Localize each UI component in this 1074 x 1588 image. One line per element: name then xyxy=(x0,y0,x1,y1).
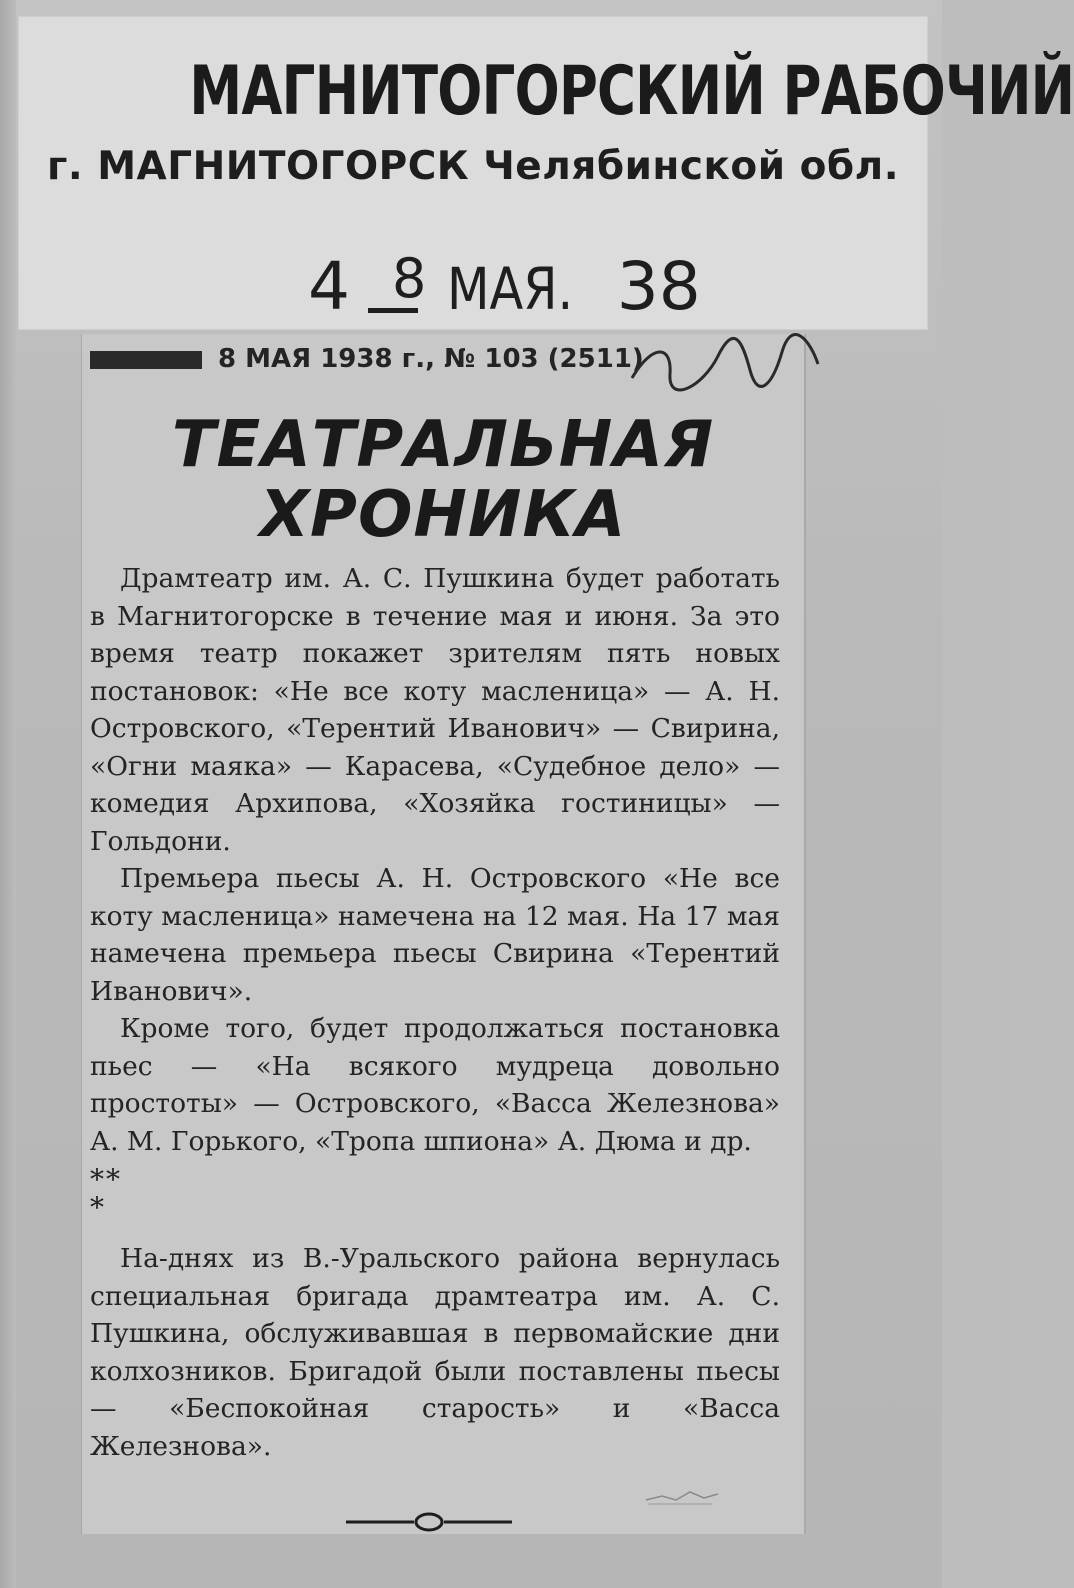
article-headline: ТЕАТРАЛЬНАЯ ХРОНИКА xyxy=(171,408,715,552)
scan-edge-shadow xyxy=(0,0,16,1588)
handwritten-scribble xyxy=(622,334,822,394)
closing-ornament xyxy=(344,1510,514,1532)
stamp-date-range-day: 8 xyxy=(391,247,427,310)
stamp-date-year: 38 xyxy=(616,248,701,325)
stamp-date xyxy=(308,247,728,326)
issue-bar xyxy=(90,351,202,369)
article-paragraph: Драмтеатр им. А. С. Пушкина будет работать в Магнитогорске в течение мая и июня. За это время театр покажет зрителям пять новых постановок: «Не все коту масленица» — А. Н. Островского, «Терентий Иванович» — Свирина, «Огни маяка» — Карасева, «Судебное дело» — комедия Архипова, «Хозяйка гостиницы» — Гольдони. xyxy=(90,563,780,857)
stamp-date-day: 4 xyxy=(308,248,350,325)
newspaper-masthead-stamp xyxy=(18,16,1074,330)
newspaper-title: МАГНИТОГОРСКИЙ РАБОЧИЙ xyxy=(189,52,1074,131)
bleed-through-text xyxy=(188,16,728,46)
article-paragraph: Кроме того, будет продолжаться постановка пьес — «На всякого мудреца довольно простоты» — Островского, «Васса Железнова» А. М. Горького, «Тропа шпиона» А. Дюма и др. xyxy=(90,1013,780,1157)
article-paragraph: На-днях из В.-Уральского района вернулась специальная бригада драмтеатра им. А. С. Пушкина, обслуживавшая в первомайские дни колхозников. Бригадой были поставлены пьесы — «Беспокойная старость» и «Васса Железнова». xyxy=(90,1243,780,1462)
section-separator: ** * xyxy=(90,1163,122,1224)
pencil-mark xyxy=(642,1482,722,1508)
newspaper-clipping xyxy=(82,334,804,1534)
newspaper-city-line: г. МАГНИТОГОРСК Челябинской обл. xyxy=(46,144,900,189)
article-body xyxy=(90,560,780,1465)
article-paragraph: Премьера пьесы А. Н. Островского «Не все коту масленица» намечена на 12 мая. На 17 мая намечена премьера пьесы Свирина «Терентий Иванович». xyxy=(90,863,780,1007)
stamp-date-month: МАЯ. xyxy=(447,255,574,323)
issue-text: 8 МАЯ 1938 г., № 103 (2511) xyxy=(218,344,644,374)
